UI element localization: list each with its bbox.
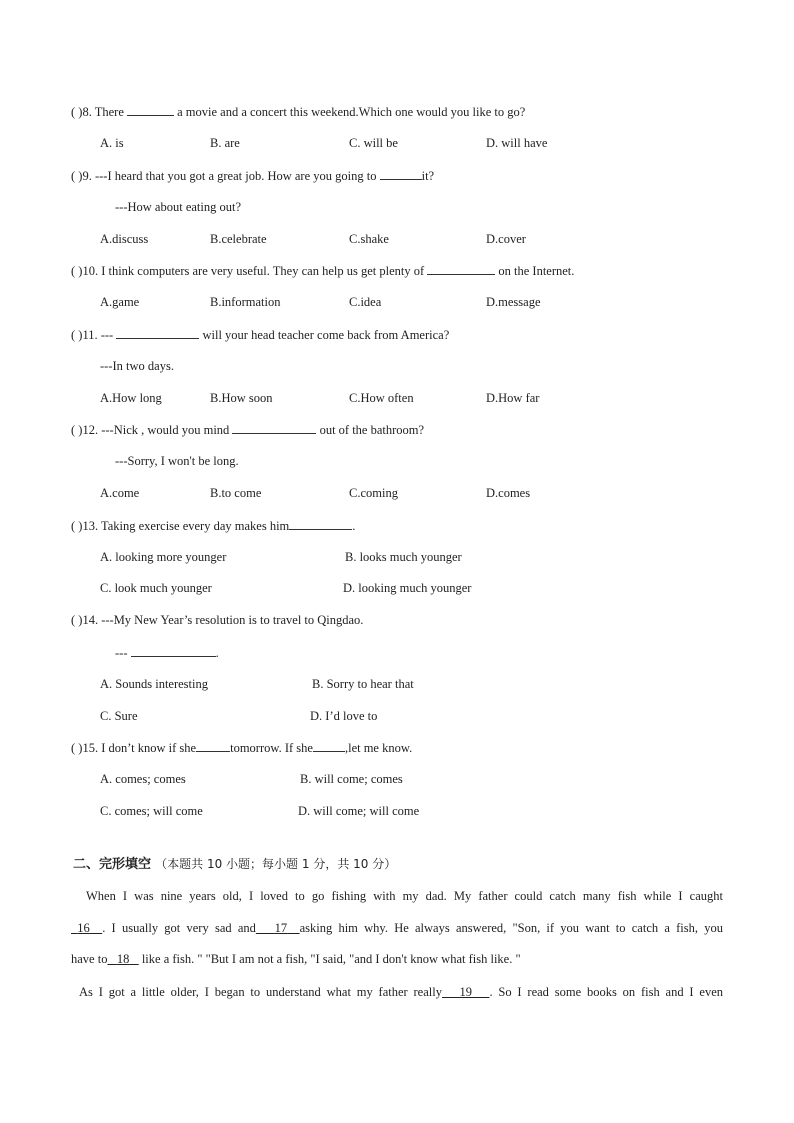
q15-option-a: A. comes; comes — [100, 772, 186, 786]
answer-blank[interactable] — [427, 262, 495, 275]
q8-option-b: B. are — [210, 136, 240, 150]
q15-option-b: B. will come; comes — [300, 772, 403, 786]
question-13-stem: ( )13. Taking exercise every day makes him . — [71, 519, 356, 533]
passage-line-3: have to 18 like a fish. " "But I am not a fish, "I said, "and I don't know what fish like. " — [71, 952, 521, 966]
answer-blank[interactable] — [232, 421, 316, 434]
q13-option-c: C. look much younger — [100, 581, 212, 595]
q15-option-c: C. comes; will come — [100, 804, 203, 818]
question-10-stem: ( )10. I think computers are very useful. They can help us get plenty of on the Internet. — [71, 264, 575, 278]
q12-option-c: C.coming — [349, 486, 398, 500]
blank-16[interactable]: 16 — [77, 921, 90, 935]
question-11-stem: ( )11. --- will your head teacher come back from America? — [71, 328, 450, 342]
q10-option-b: B.information — [210, 295, 281, 309]
q10-option-d: D.message — [486, 295, 541, 309]
q11-option-b: B.How soon — [210, 391, 273, 405]
passage-line-1: When I was nine years old, I loved to go fishing with my dad. My father could catch many fish while I caught — [86, 889, 723, 903]
section-heading: 二、完形填空 （本题共 10 小题；每小题 1 分，共 10 分） — [73, 857, 397, 872]
answer-blank[interactable] — [127, 103, 174, 116]
q11-option-c: C.How often — [349, 391, 414, 405]
q8-option-c: C. will be — [349, 136, 398, 150]
question-9-stem: ( )9. ---I heard that you got a great job. How are you going to it? — [71, 169, 435, 183]
q14-option-c: C. Sure — [100, 709, 138, 723]
q9-reply: ---How about eating out? — [115, 200, 242, 214]
section-note: （本题共 10 小题；每小题 1 分，共 10 分） — [155, 857, 397, 871]
q13-option-b: B. looks much younger — [345, 550, 462, 564]
question-15-stem: ( )15. I don’t know if she tomorrow. If she ,let me know. — [71, 741, 413, 755]
answer-blank[interactable] — [196, 739, 230, 752]
q11-option-a: A.How long — [100, 391, 162, 405]
q10-option-a: A.game — [100, 295, 140, 309]
answer-blank[interactable] — [289, 517, 352, 530]
q14-option-b: B. Sorry to hear that — [312, 677, 414, 691]
q14-option-d: D. I’d love to — [310, 709, 378, 723]
question-8-stem: ( )8. There a movie and a concert this weekend.Which one would you like to go? — [71, 105, 526, 119]
q8-option-a: A. is — [100, 136, 124, 150]
q13-option-d: D. looking much younger — [343, 581, 472, 595]
q15-option-d: D. will come; will come — [298, 804, 420, 818]
blank-19[interactable]: 19 — [459, 985, 472, 999]
answer-blank[interactable] — [116, 326, 199, 339]
question-14-stem: ( )14. ---My New Year’s resolution is to travel to Qingdao. — [71, 613, 364, 627]
passage-line-2: 16 . I usually got very sad and 17 asking him why. He always answered, "Son, if you want to catch a fish, you — [71, 920, 723, 936]
answer-blank[interactable] — [380, 167, 422, 180]
q11-option-d: D.How far — [486, 391, 540, 405]
blank-17[interactable]: 17 — [274, 921, 288, 935]
answer-blank[interactable] — [131, 644, 216, 657]
q9-option-b: B.celebrate — [210, 232, 267, 246]
q14-option-a: A. Sounds interesting — [100, 677, 208, 691]
blank-18[interactable]: 18 — [116, 952, 130, 966]
q13-option-a: A. looking more younger — [100, 550, 227, 564]
q12-option-d: D.comes — [486, 486, 531, 500]
q12-option-b: B.to come — [210, 486, 262, 500]
q12-reply: ---Sorry, I won't be long. — [115, 454, 239, 468]
q12-option-a: A.come — [100, 486, 140, 500]
q9-option-a: A.discuss — [100, 232, 149, 246]
q11-reply: ---In two days. — [100, 359, 174, 373]
q8-option-d: D. will have — [486, 136, 548, 150]
q10-option-c: C.idea — [349, 295, 382, 309]
q9-option-d: D.cover — [486, 232, 526, 246]
answer-blank[interactable] — [313, 739, 345, 752]
question-12-stem: ( )12. ---Nick , would you mind out of the bathroom? — [71, 423, 425, 437]
q9-option-c: C.shake — [349, 232, 389, 246]
q14-reply: --- . — [115, 646, 219, 660]
passage-line-4: As I got a little older, I began to understand what my father really 19 . So I read some books on fish and I even — [79, 985, 724, 999]
